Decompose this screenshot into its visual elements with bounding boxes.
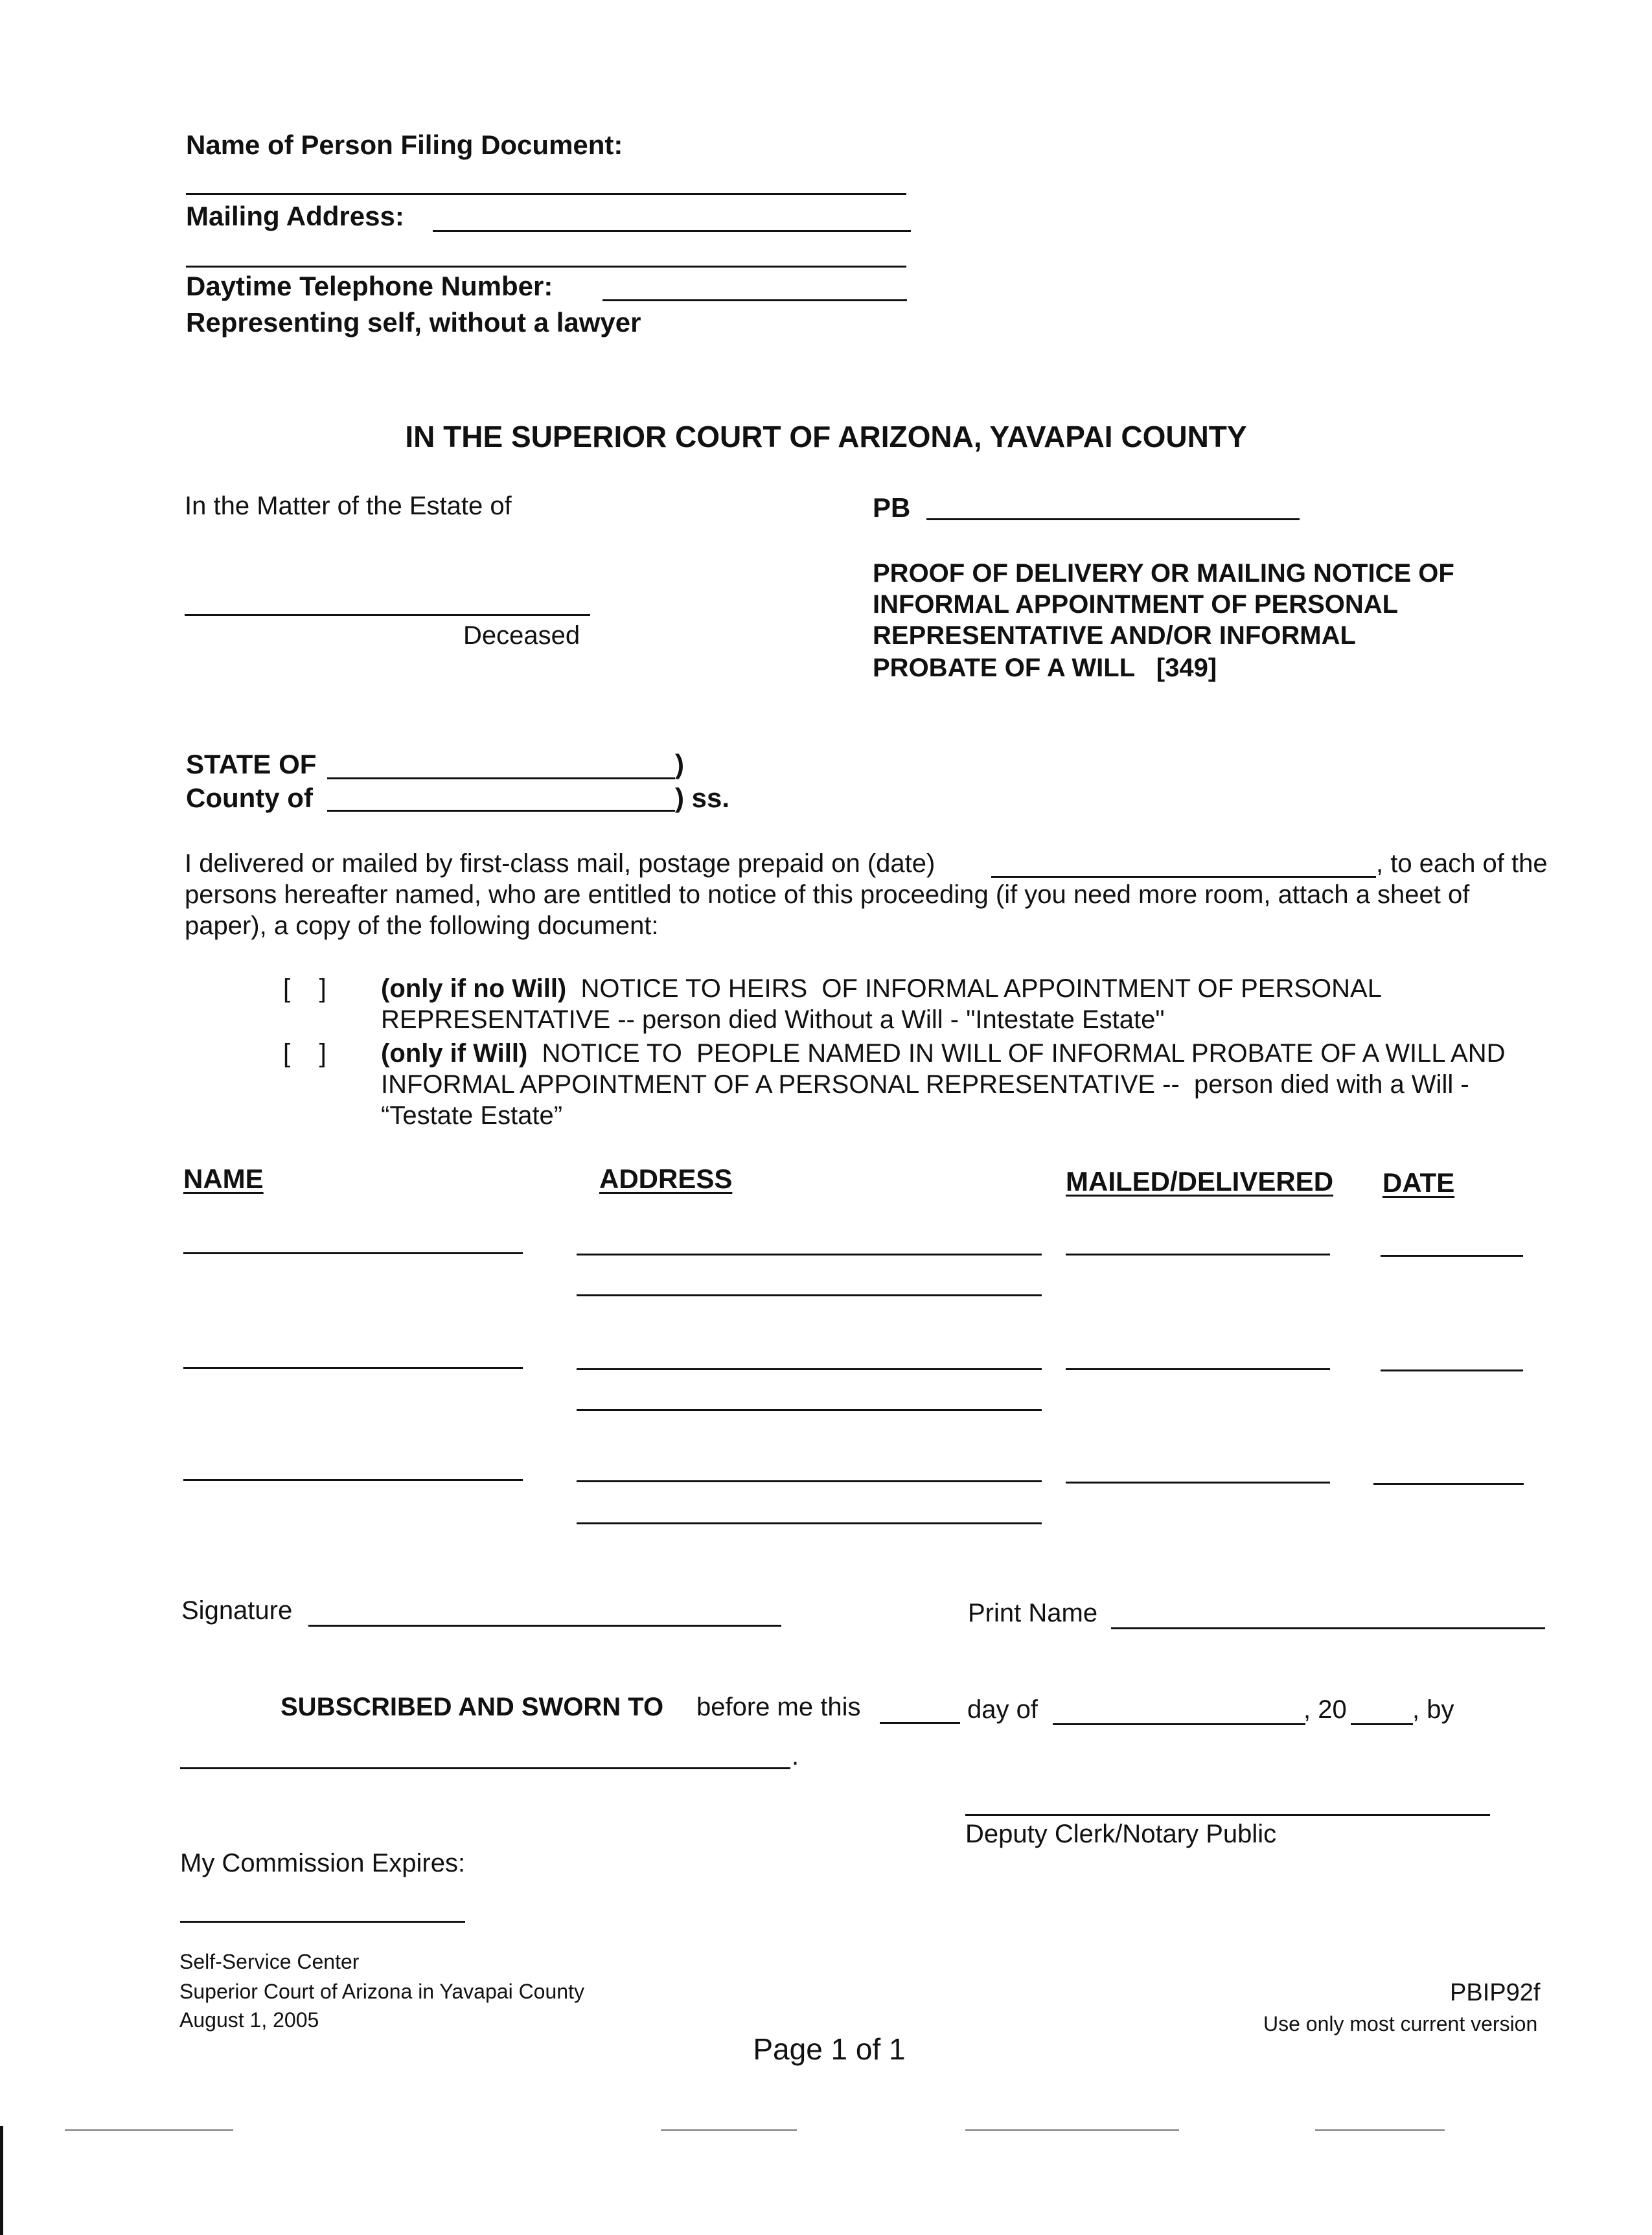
doc-title-line-2: INFORMAL APPOINTMENT OF PERSONAL <box>873 590 1399 619</box>
row-3-address-line-1[interactable] <box>577 1480 1042 1482</box>
doc-title-line-3: REPRESENTATIVE AND/OR INFORMAL <box>873 621 1356 650</box>
scan-artifact-line <box>661 2129 797 2131</box>
row-3-address-line-2[interactable] <box>577 1522 1042 1524</box>
year-prefix: , 20 <box>1303 1695 1347 1724</box>
commission-expires-label: My Commission Expires: <box>180 1849 466 1877</box>
option-no-will-line-1 <box>381 974 1382 1003</box>
row-2-date-line[interactable] <box>1381 1370 1523 1371</box>
option-will-checkbox[interactable]: [ ] <box>283 1039 327 1068</box>
row-2-address-line-1[interactable] <box>577 1368 1042 1370</box>
option-no-will-line-2: REPRESENTATIVE -- person died Without a Will - "Intestate Estate" <box>381 1005 1165 1034</box>
phone-line[interactable] <box>602 299 907 301</box>
state-label: STATE OF <box>186 749 317 779</box>
version-note: Use only most current version <box>1263 2012 1538 2035</box>
statement-line-1a: I delivered or mailed by first-class mail, postage prepaid on (date) <box>185 849 935 878</box>
option-will-line-3: “Testate Estate” <box>381 1101 563 1130</box>
scan-artifact-line <box>65 2129 233 2131</box>
row-3-name-line[interactable] <box>183 1479 523 1481</box>
header-mailed-delivered: MAILED/DELIVERED <box>1066 1166 1334 1197</box>
option-will-line-1 <box>381 1038 1505 1068</box>
option-no-will-condition: (only if no Will) <box>381 974 567 1003</box>
subscribed-sworn: SUBSCRIBED AND SWORN TO <box>281 1693 664 1721</box>
case-number-line[interactable] <box>926 518 1300 520</box>
footer-date: August 1, 2005 <box>179 2008 319 2032</box>
county-line[interactable] <box>327 810 675 812</box>
day-line[interactable] <box>880 1722 960 1724</box>
case-prefix: PB <box>873 492 911 523</box>
phone-label: Daytime Telephone Number: <box>186 271 553 301</box>
doc-title-line-4: PROBATE OF A WILL [349] <box>873 654 1217 682</box>
doc-title-line-1: PROOF OF DELIVERY OR MAILING NOTICE OF <box>873 559 1454 588</box>
footer-court: Superior Court of Arizona in Yavapai County <box>179 1980 584 2003</box>
row-1-address-line-1[interactable] <box>577 1254 1042 1255</box>
row-3-date-line[interactable] <box>1373 1483 1524 1485</box>
option-will-text: NOTICE TO PEOPLE NAMED IN WILL OF INFORMAL PROBATE OF A WILL AND <box>542 1039 1506 1068</box>
affiant-period: . <box>792 1742 799 1771</box>
scan-edge-mark <box>0 2126 3 2235</box>
header-address: ADDRESS <box>599 1163 733 1194</box>
signature-label: Signature <box>181 1596 293 1625</box>
commission-expires-line[interactable] <box>180 1921 465 1923</box>
county-paren: ) ss. <box>675 783 730 813</box>
header-date: DATE <box>1382 1167 1455 1198</box>
court-title: IN THE SUPERIOR COURT OF ARIZONA, YAVAPAI COUNTY <box>405 420 1247 453</box>
row-2-mailed-line[interactable] <box>1066 1368 1330 1370</box>
option-no-will-checkbox[interactable]: [ ] <box>283 974 327 1003</box>
row-1-mailed-line[interactable] <box>1066 1254 1330 1255</box>
row-2-name-line[interactable] <box>183 1367 523 1369</box>
year-line[interactable] <box>1351 1723 1413 1725</box>
filer-name-line[interactable] <box>186 193 906 195</box>
deceased-label: Deceased <box>463 621 580 650</box>
affiant-line[interactable] <box>180 1767 790 1769</box>
statement-line-2: persons hereafter named, who are entitled to notice of this proceeding (if you need more room, attach a sheet of <box>185 880 1470 909</box>
header-name: NAME <box>183 1163 264 1194</box>
day-of-label: day of <box>967 1695 1038 1724</box>
scan-artifact-line <box>1315 2129 1445 2131</box>
county-label: County of <box>186 783 313 813</box>
by-label: , by <box>1412 1695 1454 1724</box>
row-2-address-line-2[interactable] <box>577 1409 1042 1411</box>
row-1-name-line[interactable] <box>183 1252 523 1254</box>
clerk-signature-line[interactable] <box>965 1814 1490 1816</box>
option-will-line-2: INFORMAL APPOINTMENT OF A PERSONAL REPRESENTATIVE -- person died with a Will - <box>381 1070 1469 1099</box>
row-1-date-line[interactable] <box>1381 1255 1523 1257</box>
form-code: PBIP92f <box>1450 1979 1541 2006</box>
before-me-this: before me this <box>696 1693 861 1721</box>
signature-line[interactable] <box>308 1625 781 1627</box>
decedent-name-line[interactable] <box>185 614 590 616</box>
mailing-address-line-1[interactable] <box>433 230 911 232</box>
statement-line-3: paper), a copy of the following document: <box>185 911 659 940</box>
page-number: Page 1 of 1 <box>753 2032 906 2066</box>
deputy-clerk-label: Deputy Clerk/Notary Public <box>965 1820 1277 1848</box>
state-paren: ) <box>675 749 684 779</box>
scan-artifact-line <box>965 2129 1179 2131</box>
footer-self-service: Self-Service Center <box>179 1950 360 1973</box>
row-1-address-line-2[interactable] <box>577 1294 1042 1296</box>
print-name-line[interactable] <box>1111 1627 1545 1629</box>
month-line[interactable] <box>1053 1723 1305 1725</box>
mailing-address-line-2[interactable] <box>186 266 906 268</box>
filer-name-label: Name of Person Filing Document: <box>186 130 623 160</box>
option-no-will-text: NOTICE TO HEIRS OF INFORMAL APPOINTMENT OF PERSONAL <box>580 974 1382 1003</box>
row-3-mailed-line[interactable] <box>1066 1482 1330 1484</box>
mailing-address-label: Mailing Address: <box>186 201 404 231</box>
state-line[interactable] <box>327 777 675 779</box>
option-will-condition: (only if Will) <box>381 1039 528 1068</box>
print-name-label: Print Name <box>968 1599 1098 1627</box>
matter-label: In the Matter of the Estate of <box>185 492 512 520</box>
representing-self: Representing self, without a lawyer <box>186 307 641 338</box>
statement-line-1b: , to each of the <box>1376 849 1548 878</box>
delivery-date-line[interactable] <box>991 876 1376 878</box>
